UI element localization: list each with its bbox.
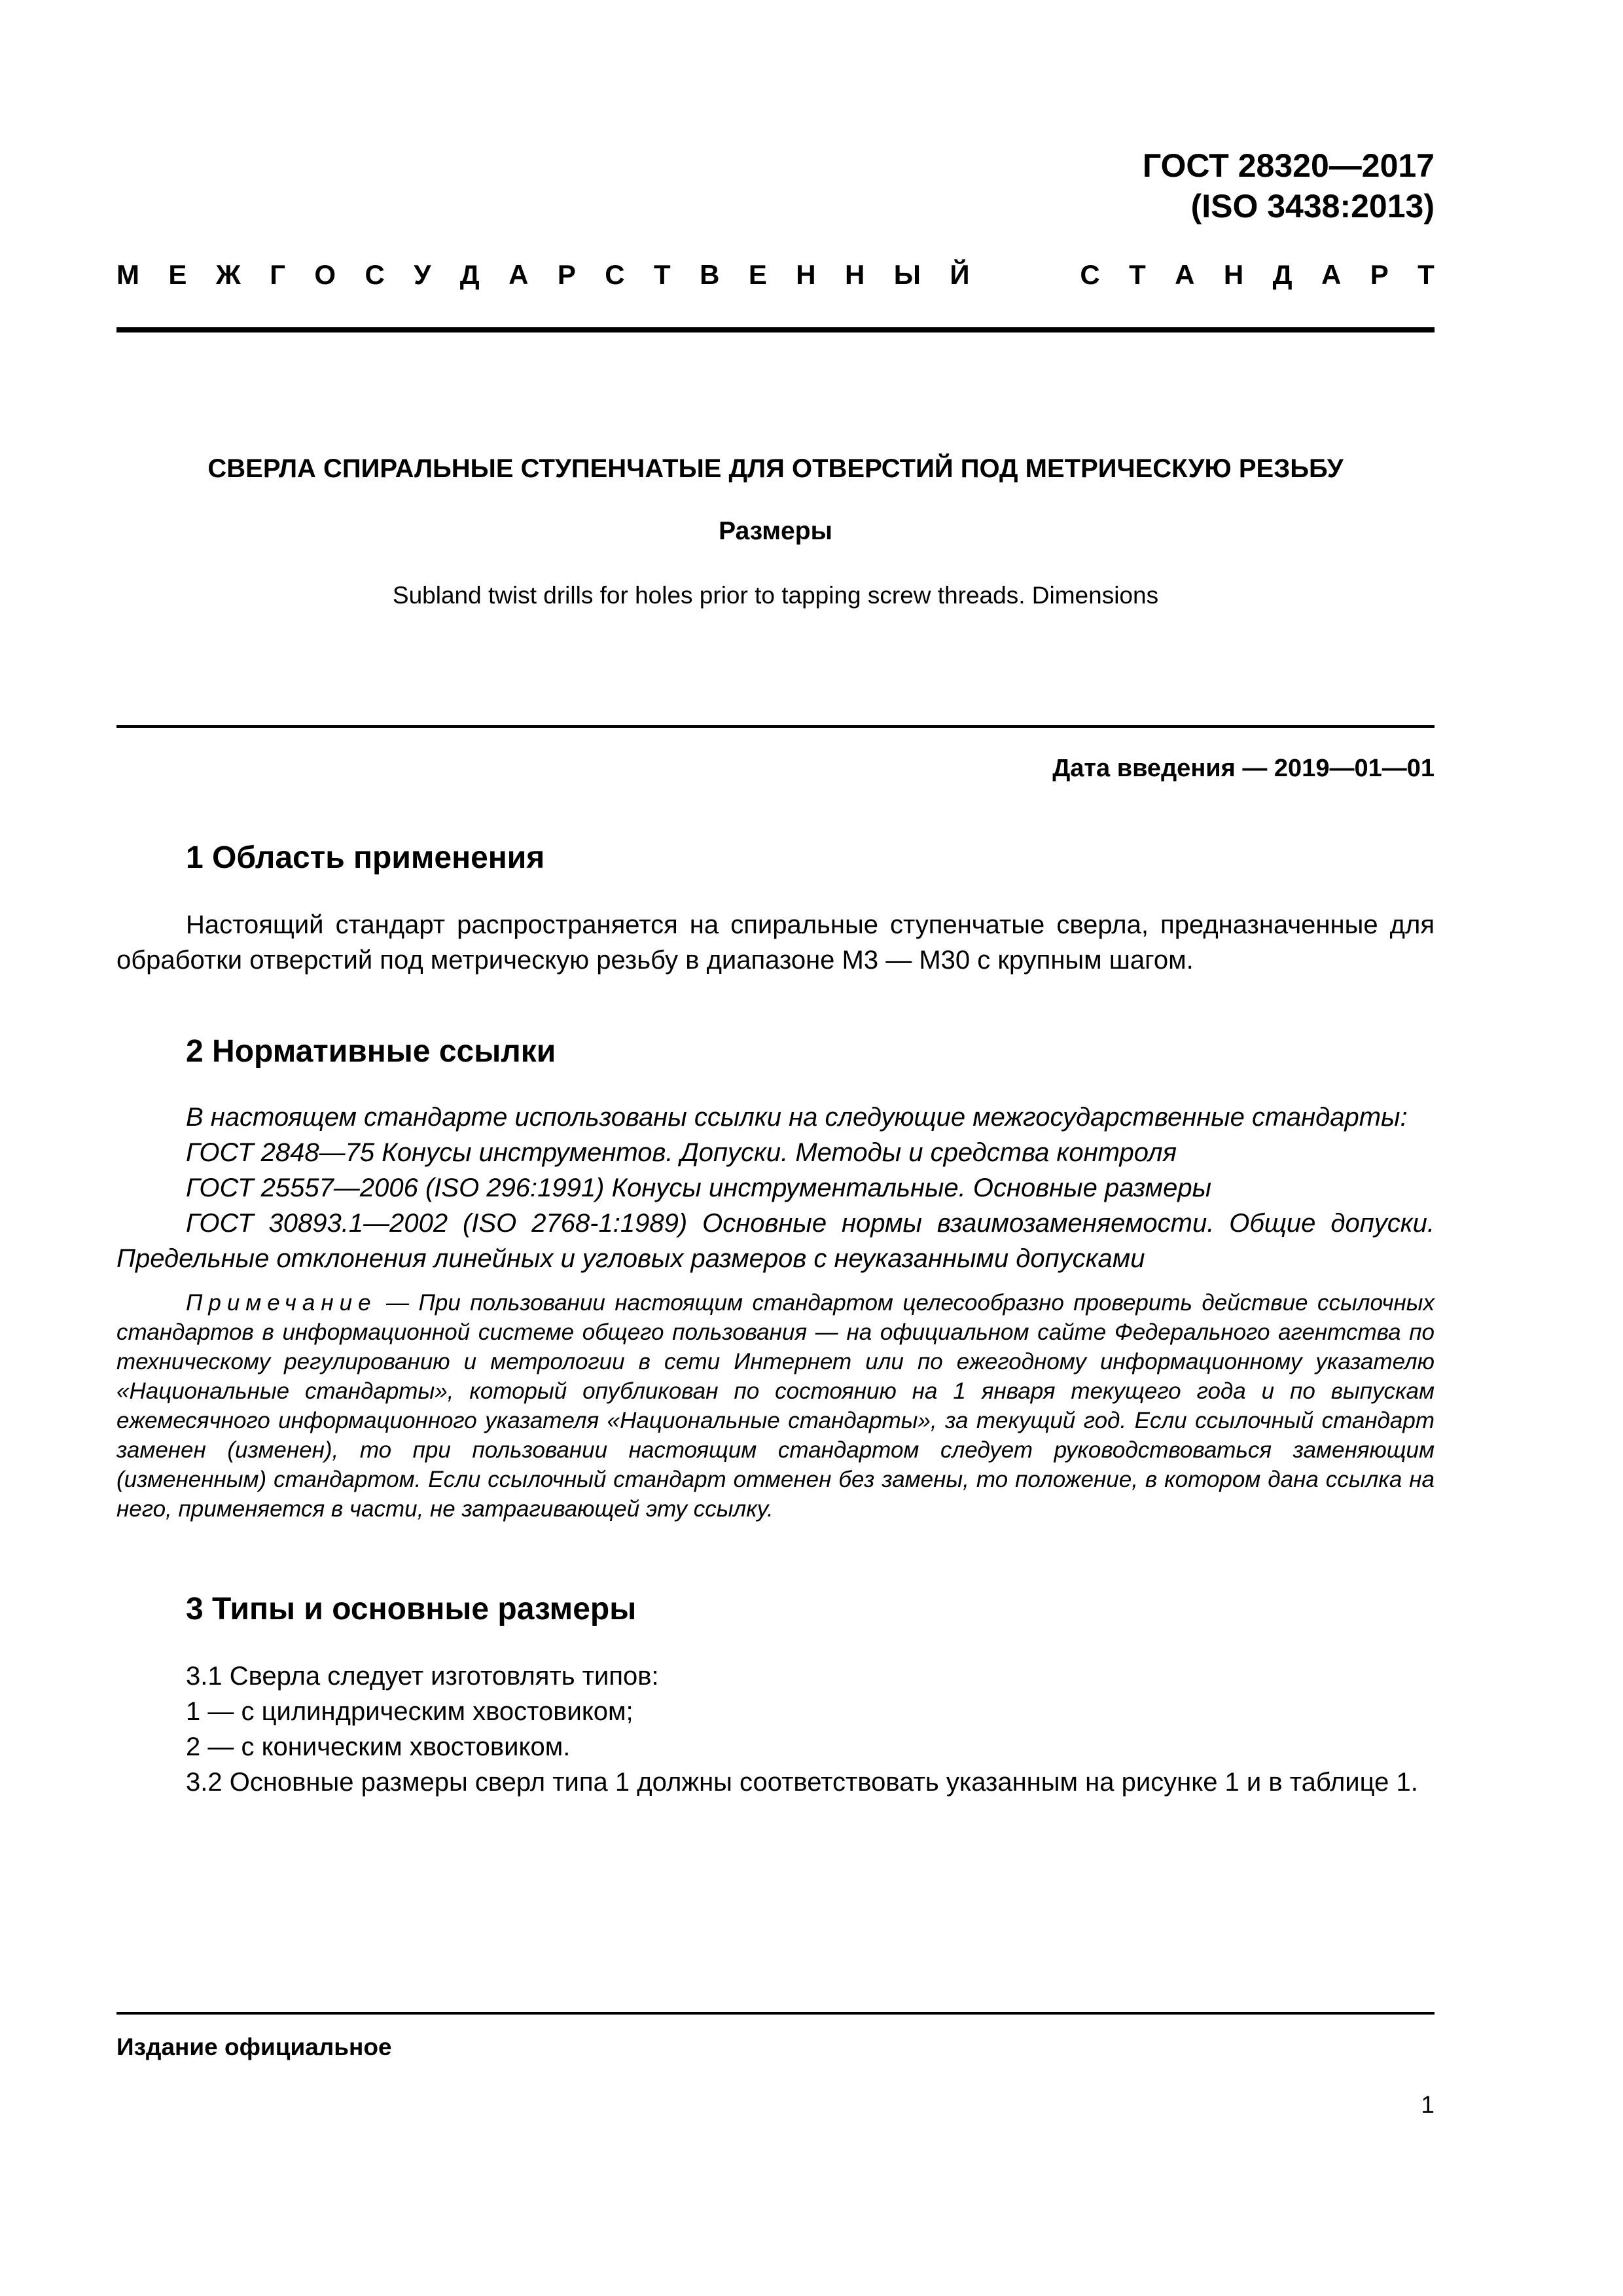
standard-type-heading [116, 257, 1435, 293]
note-text: — При пользовании настоящим стандартом целесообразно проверить действие ссылочных стандартов в информационной системе общего пользования — на официальном сайте Федерального агентства по техническому регулированию и метрологии в сети Интернет или по ежегодному информационному указателю «Национальные стандарты», который опубликован по состоянию на 1 января текущего года и по выпускам ежемесячного информационного указателя «Национальные стандарты», за текущий год. Если ссылочный стандарт заменен (изменен), то при пользовании настоящим стандартом следует руководствоваться заменяющим (измененным) стандартом. Если ссылочный стандарт отменен без замены, то положение, в котором дана ссылка на него, применяется в части, не затрагивающей эту ссылку. [116, 1290, 1435, 1522]
type-letter: Н [845, 259, 865, 290]
reference-item: ГОСТ 30893.1—2002 (ISO 2768-1:1989) Основные нормы взаимозаменяемости. Общие допуски. [186, 1209, 1435, 1238]
type-letter: Ы [893, 259, 921, 290]
reference-item: ГОСТ 2848—75 Конусы инструментов. Допуски. Методы и средства контроля [186, 1138, 1177, 1167]
document-title: СВЕРЛА СПИРАЛЬНЫЕ СТУПЕНЧАТЫЕ ДЛЯ ОТВЕРСТИЙ ПОД МЕТРИЧЕСКУЮ РЕЗЬБУ [207, 454, 1344, 483]
section-heading: 1 Область применения [186, 840, 545, 875]
type-letter: О [314, 259, 336, 290]
type-letter: С [1080, 259, 1100, 290]
type-letter: С [365, 259, 385, 290]
type-letter: Ж [215, 259, 241, 290]
type-letter: Й [950, 259, 970, 290]
type-letter: А [1321, 259, 1342, 290]
header-divider [116, 327, 1435, 332]
type-letter: Г [270, 259, 286, 290]
reference-item: ГОСТ 25557—2006 (ISO 296:1991) Конусы инструментальные. Основные размеры [186, 1174, 1212, 1202]
list-item: 1 — с цилиндрическим хвостовиком; [186, 1697, 633, 1726]
type-letter: Н [796, 259, 816, 290]
type-letter: Р [1370, 259, 1389, 290]
word-gap [999, 257, 1051, 293]
section-heading: 2 Нормативные ссылки [186, 1034, 556, 1069]
normative-references [116, 1100, 1435, 1276]
gost-number: ГОСТ 28320—2017 [1142, 147, 1435, 184]
type-letter: У [414, 259, 431, 290]
type-letter: Е [748, 259, 767, 290]
references-intro: В настоящем стандарте использованы ссылки на следующие межгосударственные стандарты: [186, 1103, 1408, 1132]
edition-label: Издание официальное [116, 2034, 392, 2060]
list-item: 3.2 Основные размеры сверл типа 1 должны соответствовать указанным на рисунке 1 и в таблице 1. [186, 1768, 1418, 1797]
type-letter: Д [459, 259, 480, 290]
section-paragraph [116, 907, 1435, 978]
reference-item-continuation: Предельные отклонения линейных и угловых размеров с неуказанными допусками [116, 1244, 1145, 1273]
title-divider [116, 725, 1435, 728]
note [116, 1288, 1435, 1524]
introduction-date: Дата введения — 2019—01—01 [1052, 755, 1435, 782]
type-letter: Н [1223, 259, 1244, 290]
paragraph-text: Настоящий стандарт распространяется на спиральные ступенчатые сверла, предназначенные для обработки отверстий под метрическую резьбу в диапазоне M3 — M30 с крупным шагом. [116, 910, 1435, 975]
type-letter: Р [557, 259, 576, 290]
document-subtitle: Размеры [719, 517, 832, 545]
list-item: 3.1 Сверла следует изготовлять типов: [186, 1662, 659, 1691]
type-letter: А [1175, 259, 1195, 290]
section-heading: 3 Типы и основные размеры [186, 1592, 637, 1626]
footer-divider [116, 2012, 1435, 2015]
type-letter: Е [168, 259, 187, 290]
type-letter: М [116, 259, 139, 290]
type-letter: Т [1418, 259, 1435, 290]
note-label: Примечание [186, 1290, 377, 1316]
type-letter: В [700, 259, 720, 290]
type-letter: С [605, 259, 625, 290]
type-letter: Д [1272, 259, 1293, 290]
type-letter: А [508, 259, 529, 290]
iso-number: (ISO 3438:2013) [1190, 188, 1435, 224]
type-letter: Т [654, 259, 671, 290]
section-list [116, 1659, 1435, 1800]
list-item: 2 — с коническим хвостовиком. [186, 1732, 571, 1761]
page-number: 1 [1421, 2091, 1435, 2118]
document-title-english: Subland twist drills for holes prior to tapping screw threads. Dimensions [392, 582, 1159, 609]
type-letter: Т [1129, 259, 1146, 290]
